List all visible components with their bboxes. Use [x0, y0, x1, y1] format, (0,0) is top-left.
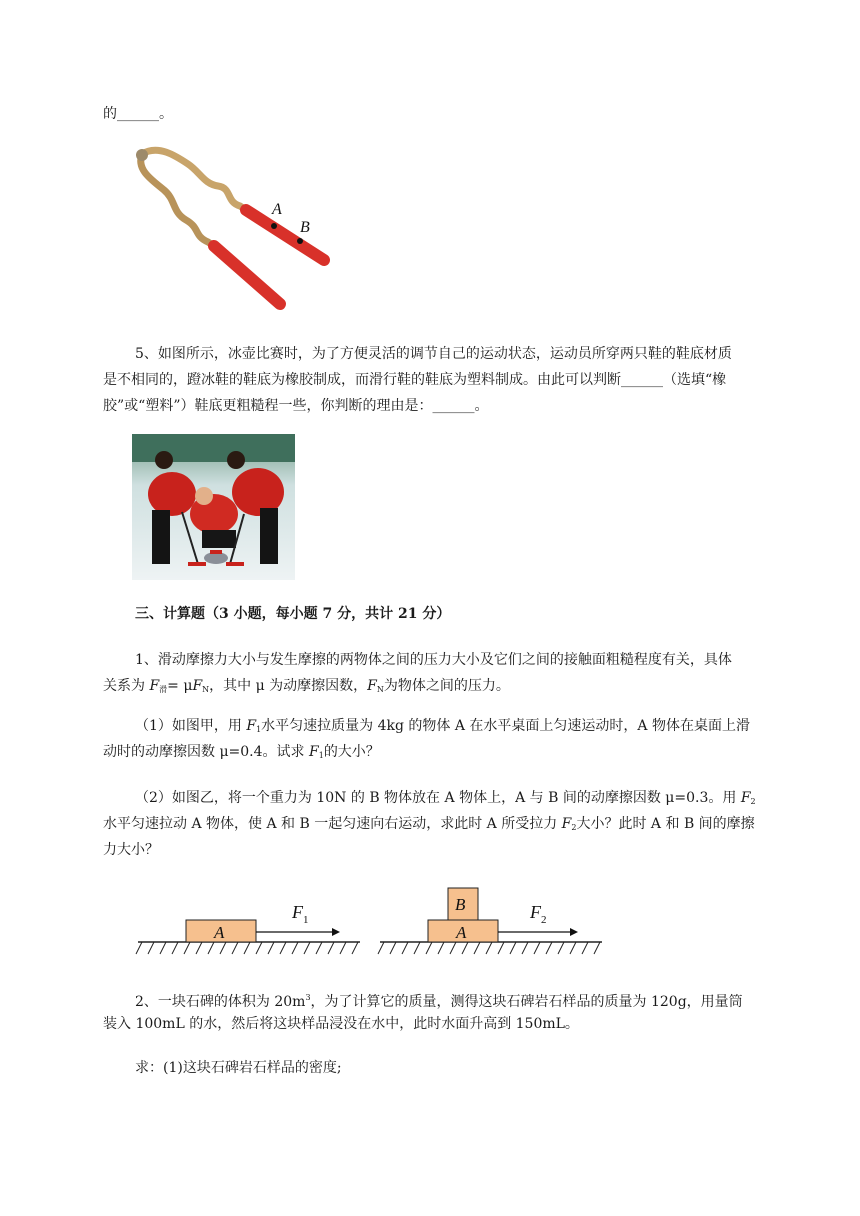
force-f1-label: $F_1$	[292, 902, 309, 926]
pliers-figure	[128, 146, 338, 314]
q5-line-1: 5、如图所示，冰壶比赛时，为了方便灵活的调节自己的运动状态，运动员所穿两只鞋的鞋底材质	[135, 346, 732, 362]
c1-part2-line-3: 力大小？	[103, 842, 159, 858]
section-heading: 三、计算题（3 小题，每小题 7 分，共计 21 分）	[135, 606, 451, 622]
left-block-a-label: A	[214, 923, 225, 942]
right-block-a-label: A	[456, 923, 467, 942]
c1-part1-line-1: （1）如图甲，用 $F_1$水平匀速拉质量为 4kg 的物体 A 在水平桌面上匀速运动时，A 物体在桌面上滑	[135, 718, 750, 734]
c2-line-2: 装入 100mL 的水，然后将这块样品浸没在水中，此时水面升高到 150mL。	[103, 1016, 579, 1032]
right-ground-hatch	[378, 942, 600, 954]
q5-line-3: 胶”或“塑料”）鞋底更粗糙程一些，你判断的理由是：______。	[103, 398, 489, 414]
point-b-label: B	[300, 219, 310, 236]
force-f2-label: $F_2$	[530, 902, 547, 926]
left-ground-hatch	[136, 942, 358, 954]
pliers-lower-jaw	[141, 154, 214, 246]
curling-photo	[132, 434, 295, 580]
q5-line-2: 是不相同的，蹬冰鞋的鞋底为橡胶制成，而滑行鞋的鞋底为塑料制成。由此可以判断______（选填“橡	[103, 372, 727, 388]
c1-part1-line-2: 动时的动摩擦因数 μ=0.4。试求 $F_1$的大小？	[103, 744, 380, 760]
c2-line-1: 2、一块石碑的体积为 $20m^3$，为了计算它的质量，测得这块石碑岩石样品的质量为 120g，用量筒	[135, 993, 743, 1010]
c1-part2-line-2: 水平匀速拉动 A 物体，使 A 和 B 一起匀速向右运动，求此时 A 所受拉力 $F_2$大小？此时 A 和 B 间的摩擦	[103, 816, 755, 832]
right-block-b-label: B	[455, 895, 466, 914]
point-b-dot	[297, 238, 303, 244]
c1-part2-line-1: （2）如图乙，将一个重力为 10N 的 B 物体放在 A 物体上，A 与 B 间的动摩擦因数 μ=0.3。用 $F_2$	[135, 790, 756, 806]
pliers-hinge	[136, 149, 148, 161]
pliers-lower-grip	[214, 246, 280, 304]
point-a-dot	[271, 223, 277, 229]
answer-blank-line: 的______。	[103, 106, 173, 122]
pliers-upper-jaw	[142, 150, 246, 210]
block-diagram	[134, 880, 604, 960]
c1-line-1: 1、滑动摩擦力大小与发生摩擦的两物体之间的压力大小及它们之间的接触面粗糙程度有关，具体	[135, 652, 732, 668]
c1-line-2: 关系为 $F_滑= \mu F_N$，其中 μ 为动摩擦因数，$F_N$为物体之间的压力。	[103, 678, 510, 694]
pliers-upper-grip	[246, 210, 324, 260]
c2-line-3: 求：(1)这块石碑岩石样品的密度;	[135, 1060, 342, 1076]
athlete-left	[148, 472, 196, 516]
point-a-label: A	[272, 201, 282, 218]
